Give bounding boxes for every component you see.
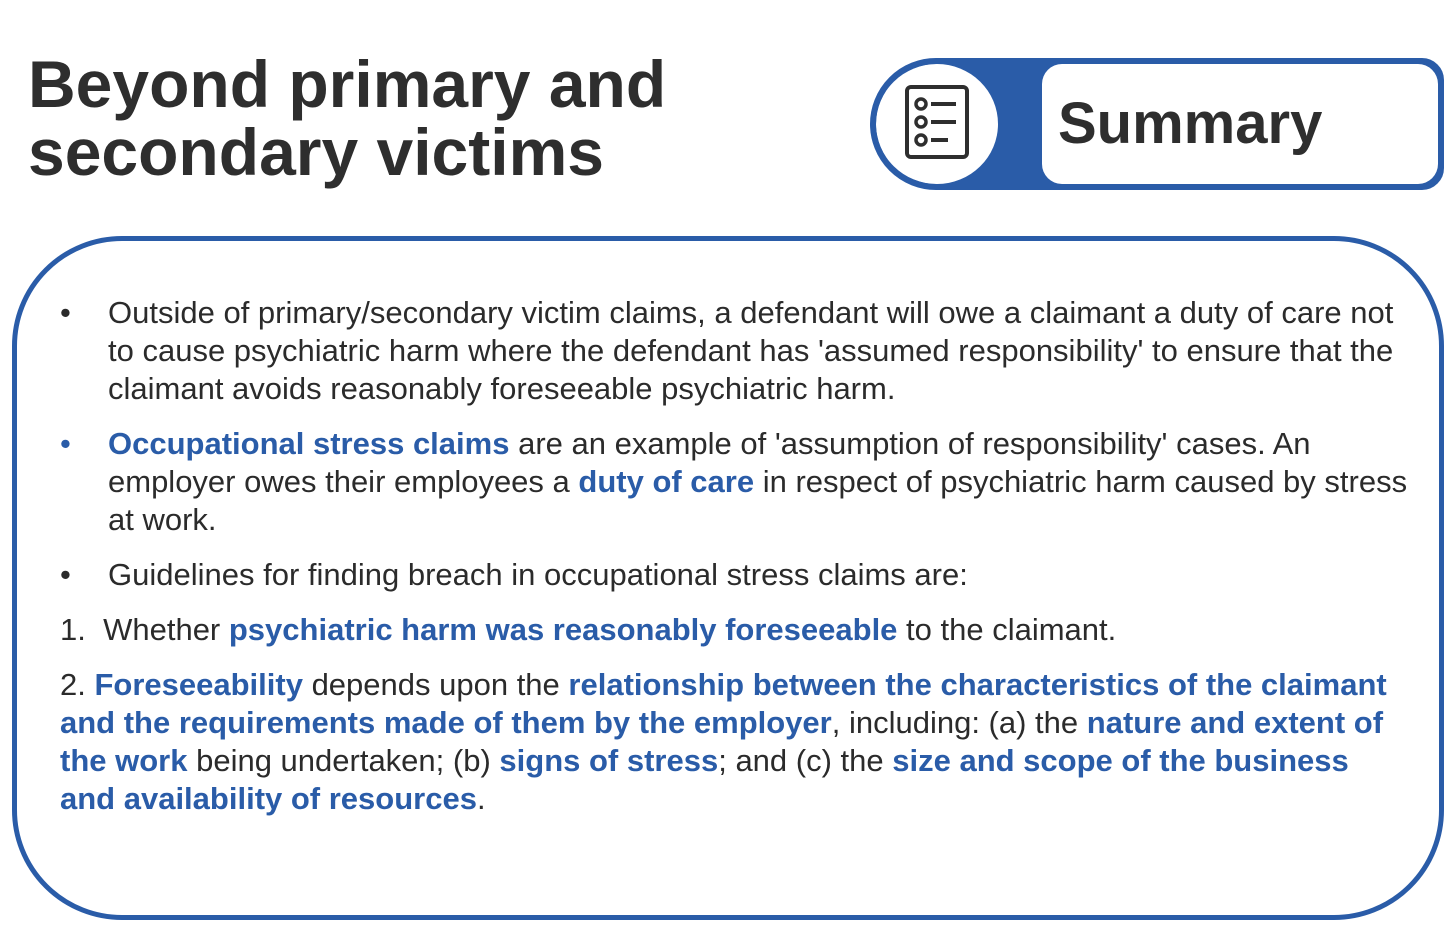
bullet-text: are an example of 'assumption of responsibility' cases. An employer owes their employees a [108,426,1311,499]
bullet-text: in respect of psychiatric harm caused by stress at work. [108,464,1408,537]
page-title-line-1: Beyond primary and [28,47,667,121]
numbered-item [60,611,1410,649]
item-number: 1. [60,612,104,647]
bullet-item [60,556,1410,594]
item-text: to the claimant. [897,612,1117,647]
bullet-item [60,294,1410,408]
item-text: being undertaken; (b) [187,743,500,778]
item-number: 2. [60,667,95,702]
bullet-text: Guidelines for finding breach in occupational stress claims are: [108,557,968,592]
item-text: depends upon the [302,667,569,702]
highlight-occupational-stress-claims: Occupational stress claims [108,426,510,461]
badge-label-box [1042,64,1438,184]
page-title-line-2: secondary victims [28,115,604,189]
numbered-item [60,666,1410,818]
bullet-marker: • [60,557,71,592]
item-text: Whether [103,612,229,647]
page-title [28,47,667,189]
highlight-duty-of-care: duty of care [578,464,755,499]
list-icon [904,84,970,165]
highlight-psychiatric-harm-foreseeable: psychiatric harm was reasonably foreseeable [228,612,898,647]
item-text: ; and (c) the [718,743,893,778]
highlight-nature-and-extent: nature and extent of the work [60,705,1384,778]
summary-badge [870,58,1444,190]
bullet-marker: • [60,295,71,330]
highlight-relationship: relationship between the characteristics of the claimant and the requirements made of them by the employer [60,667,1387,740]
summary-content [60,294,1410,835]
item-text: . [476,781,486,816]
badge-label: Summary [1058,91,1323,156]
badge-icon-circle [876,64,998,184]
item-text: , including: (a) the [831,705,1087,740]
highlight-foreseeability: Foreseeability [94,667,303,702]
highlight-size-and-scope: size and scope of the business and availability of resources [60,743,1349,816]
bullet-item [60,425,1410,539]
bullet-text: Outside of primary/secondary victim claims, a defendant will owe a claimant a duty of care not to cause psychiatric harm where the defendant has 'assumed responsibility' to ensure that the claimant avoids reasonably foreseeable psychiatric harm. [108,295,1394,406]
highlight-signs-of-stress: signs of stress [499,743,719,778]
bullet-marker: • [60,426,71,461]
